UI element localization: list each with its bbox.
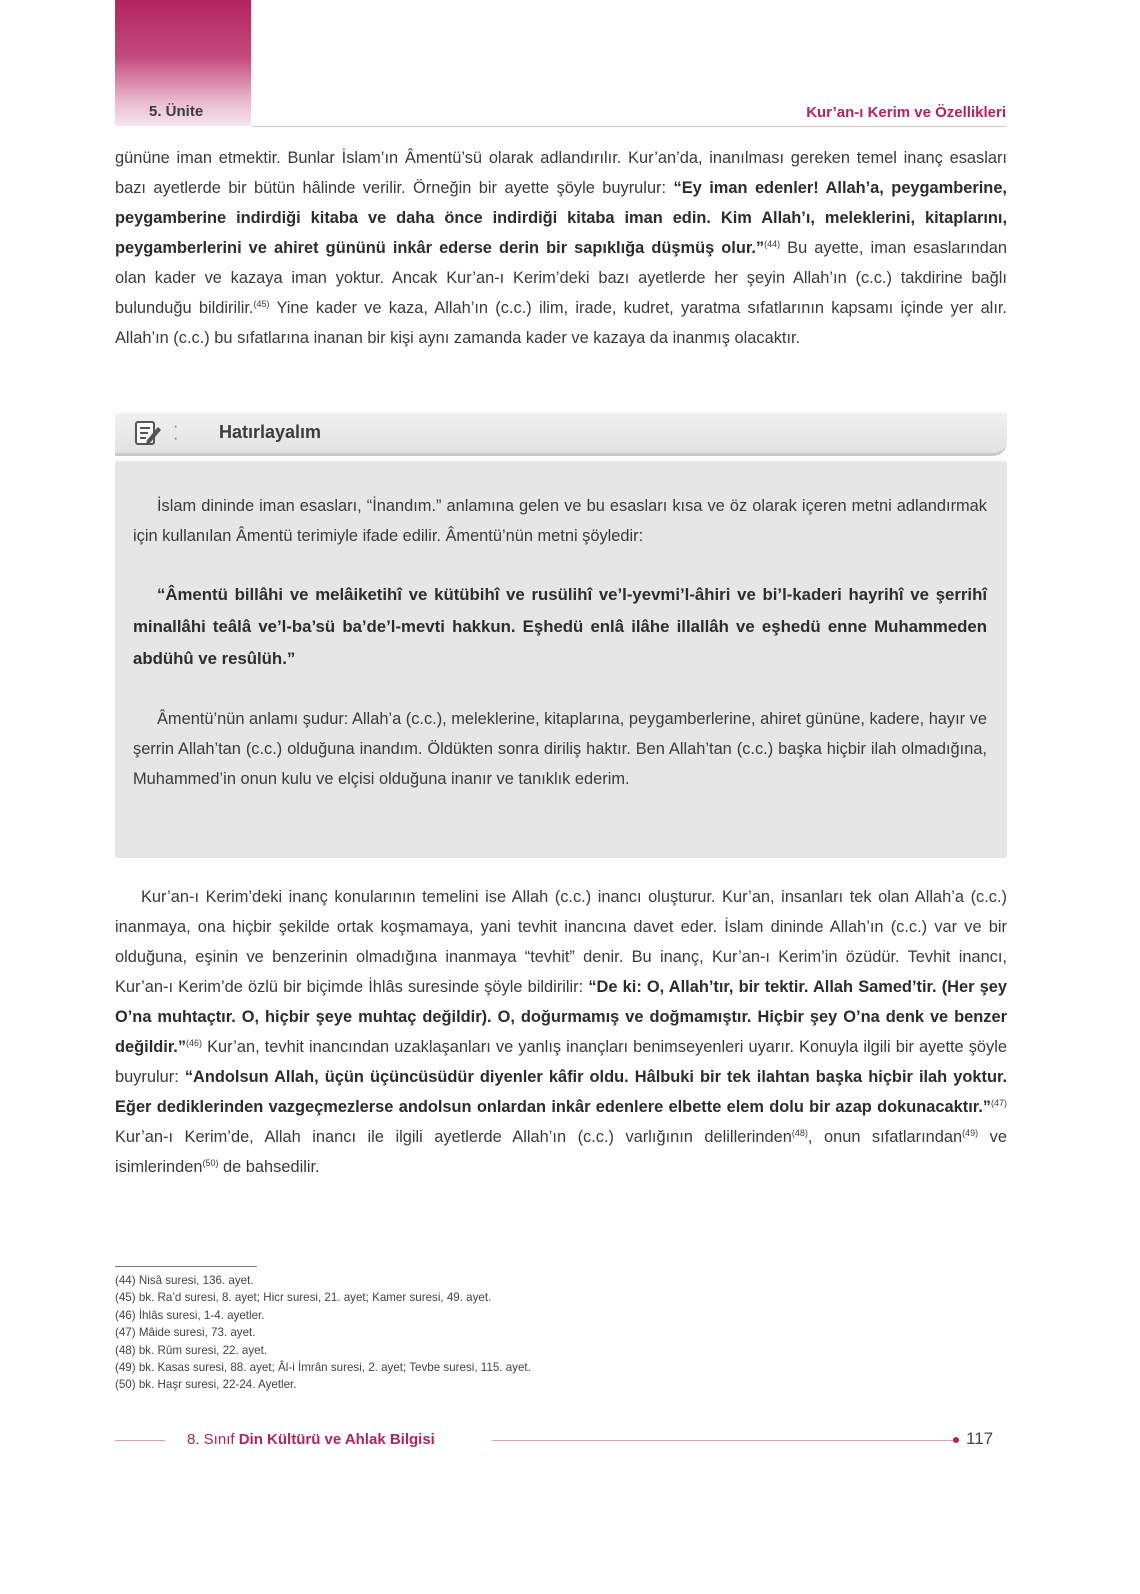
remember-title: Hatırlayalım <box>219 422 322 442</box>
chapter-title: Kur’an-ı Kerim ve Özellikleri <box>806 104 1006 121</box>
tevhit-paragraph <box>115 882 1007 1182</box>
footnote-item: (45) bk. Ra’d suresi, 8. ayet; Hicr suresi, 21. ayet; Kamer suresi, 49. ayet. <box>115 1291 492 1305</box>
footnote-ref[interactable]: (44) <box>764 239 781 249</box>
footnote-list <box>115 1272 531 1394</box>
footnote-divider <box>115 1266 257 1267</box>
tevhit-text-1: Kur’an-ı Kerim’deki inanç konularının temelini ise Allah (c.c.) inancı oluşturur. Kur’an, insanları tek olan Allah’a (c.c.) inanmaya, ona hiçbir şekilde ortak koşmamaya, yani tevhit inancına davet eder. İslam dininde Allah’ın (c.c.) var ve bir olduğuna, eşinin ve benzerinin olmadığına inanmaya “tevhit” denir. Bu inanç, Kur’an-ı Kerim’in özüdür. Tevhit inancı, Kur’an-ı Kerim’de özlü bir biçimde İhlâs suresinde şöyle bildirilir: <box>115 888 1007 996</box>
intro-text-1: gününe iman etmektir. Bunlar İslam’ın Âmentü’sü olarak adlandırılır. Kur’an’da, inanılması gereken temel inanç esasları bazı ayetlerde bir bütün hâlinde verilir. Örneğin bir ayette şöyle buyrulur: <box>115 149 1007 197</box>
tevhit-text-4: , onun sıfatlarından <box>807 1128 963 1146</box>
footer-line-right <box>492 1440 954 1441</box>
remember-header <box>115 413 1007 456</box>
verse-quote: “De ki: O, Allah’tır, bir tektir. Allah Samed’tir. (Her şey O’na muhtaçtır. O, hiçbir şeye muhtaç değildir). O, doğurmamış ve doğmamıştır. Hiçbir şey O’na denk ve benzer değildir.” <box>115 978 1007 1056</box>
remember-paragraph-3: Âmentü’nün anlamı şudur: Allah’a (c.c.), meleklerine, kitaplarına, peygamberlerine, ahiret gününe, kadere, hayır ve şerrin Allah’tan (c.c.) olduğuna inandım. Öldükten sonra diriliş haktır. Ben Allah’tan (c.c.) başka hiçbir ilah olmadığına, Muhammed’in onun kulu ve elçisi olduğuna inanır ve tanıklık ederim. <box>133 710 987 788</box>
footnote-ref[interactable]: (49) <box>962 1128 979 1138</box>
unit-label: 5. Ünite <box>149 103 204 120</box>
intro-text-2: Bu ayette, iman esaslarından olan kader ve kazaya iman yoktur. Ancak Kur’an-ı Kerim’deki bazı ayetlerde her şeyin Allah’ın (c.c.) takdirine bağlı bulunduğu bildirilir. <box>115 239 1007 317</box>
tevhit-text-2: Kur’an, tevhit inancından uzaklaşanları ve yanlış inançları benimseyenleri uyarır. Konuyla ilgili bir ayette şöyle buyrulur: <box>115 1038 1007 1086</box>
tevhit-text-5: ve isimlerinden <box>115 1128 1007 1176</box>
footnote-item: (48) bk. Rûm suresi, 22. ayet. <box>115 1343 268 1357</box>
footer-dot <box>953 1437 959 1443</box>
notepad-pencil-icon <box>133 418 163 448</box>
tevhit-text-3: Kur’an-ı Kerim’de, Allah inancı ile ilgili ayetlerde Allah’ın (c.c.) varlığının delillerinden <box>115 1128 792 1146</box>
amentu-arabic-text: “Âmentü billâhi ve melâiketihî ve kütübihî ve rusülihî ve’l-yevmi’l-âhiri ve bi’l-kaderi hayrihî ve şerrihî minallâhi teâlâ ve’l-ba’sü ba’de’l-mevti hakkun. Eşhedü enlâ ilâhe illallâh ve eşhedü enne Muhammeden abdühû ve resûlüh.” <box>133 585 987 668</box>
header-divider <box>251 126 1006 127</box>
footer-subject: Din Kültürü ve Ahlak Bilgisi <box>238 1431 435 1448</box>
dotted-separator: · · <box>173 418 179 447</box>
footnote-item: (44) Nisâ suresi, 136. ayet. <box>115 1274 254 1287</box>
footnote-ref[interactable]: (45) <box>253 299 270 309</box>
remember-paragraph-1: İslam dininde iman esasları, “İnandım.” anlamına gelen ve bu esasları kısa ve öz olarak içeren metni adlandırmak için kullanılan Âmentü terimiyle ifade edilir. Âmentü’nün metni şöyledir: <box>133 497 987 545</box>
footnote-ref[interactable]: (48) <box>791 1128 808 1138</box>
footnote-ref[interactable]: (47) <box>990 1098 1007 1108</box>
footnote-item: (50) bk. Haşr suresi, 22-24. Ayetler. <box>115 1378 297 1392</box>
footnote-ref[interactable]: (46) <box>186 1038 203 1048</box>
verse-quote: “Andolsun Allah, üçün üçüncüsüdür diyenler kâfir oldu. Hâlbuki bir tek ilahtan başka hiçbir ilah yoktur. Eğer dediklerinden vazgeçmezlerse andolsun onlardan inkâr edenlere elbette elem dolu bir azap dokunacaktır.” <box>115 1068 1008 1116</box>
footer-grade: 8. Sınıf <box>187 1431 239 1448</box>
footnote-item: (46) İhlâs suresi, 1-4. ayetler. <box>115 1308 265 1322</box>
footnote-item: (49) bk. Kasas suresi, 88. ayet; Âl-i İmrân suresi, 2. ayet; Tevbe suresi, 115. ayet. <box>115 1361 531 1375</box>
footer-line-left <box>115 1440 165 1441</box>
footer-book-title <box>187 1431 435 1448</box>
verse-quote: “Ey iman edenler! Allah’a, peygamberine, peygamberine indirdiği kitaba ve daha önce indirdiği kitaba iman edin. Kim Allah’ı, meleklerini, kitaplarını, peygamberlerini ve ahiret gününü inkâr ederse derin bir sapıklığa düşmüş olur.” <box>115 179 1007 257</box>
remember-box <box>115 461 1007 858</box>
intro-paragraph <box>115 143 1007 353</box>
intro-text-3: Yine kader ve kaza, Allah’ın (c.c.) ilim, irade, kudret, yaratma sıfatlarının kapsamı içinde yer alır. Allah’ın (c.c.) bu sıfatlarına inanan bir kişi aynı zamanda kader ve kazaya da inanmış olacaktır. <box>115 299 1007 347</box>
page-number: 117 <box>966 1429 994 1448</box>
footnote-item: (47) Mâide suresi, 73. ayet. <box>115 1326 256 1340</box>
footnote-ref[interactable]: (50) <box>202 1158 219 1168</box>
tevhit-text-6: de bahsedilir. <box>218 1158 320 1176</box>
